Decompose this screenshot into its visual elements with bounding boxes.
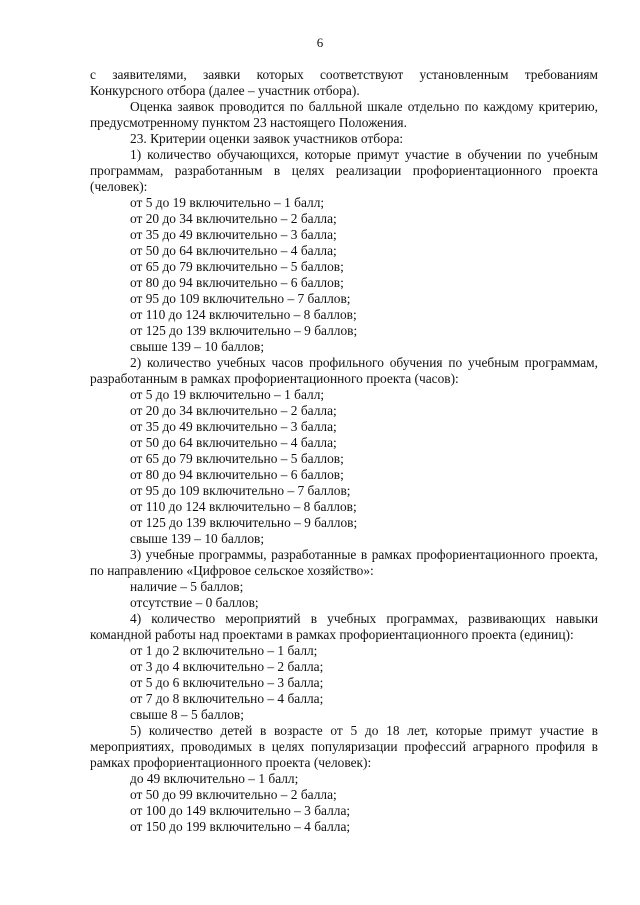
list-item: от 65 до 79 включительно – 5 баллов; xyxy=(130,259,344,274)
list-item: до 49 включительно – 1 балл; xyxy=(130,771,299,786)
list-item: свыше 8 – 5 баллов; xyxy=(130,707,244,722)
list-item: наличие – 5 баллов; xyxy=(130,579,244,594)
list-item: от 50 до 99 включительно – 2 балла; xyxy=(130,787,337,802)
list-item: от 95 до 109 включительно – 7 баллов; xyxy=(130,483,351,498)
list-item: от 3 до 4 включительно – 2 балла; xyxy=(130,659,324,674)
paragraph: 4) количество мероприятий в учебных программах, развивающих навыки командной работы над проектами в рамках профориентационного проекта (единиц): xyxy=(90,611,598,642)
page-number: 6 xyxy=(316,35,324,50)
list-item: от 110 до 124 включительно – 8 баллов; xyxy=(130,307,357,322)
list-item: от 125 до 139 включительно – 9 баллов; xyxy=(130,515,358,530)
list-item: от 100 до 149 включительно – 3 балла; xyxy=(130,803,351,818)
list-item: от 80 до 94 включительно – 6 баллов; xyxy=(130,467,344,482)
list-item: свыше 139 – 10 баллов; xyxy=(130,339,265,354)
list-item: 23. Критерии оценки заявок участников отбора: xyxy=(130,131,404,146)
paragraph: Оценка заявок проводится по балльной шкале отдельно по каждому критерию, предусмотренному пунктом 23 настоящего Положения. xyxy=(90,99,598,130)
list-item: от 20 до 34 включительно – 2 балла; xyxy=(130,403,337,418)
list-item: от 5 до 19 включительно – 1 балл; xyxy=(130,195,325,210)
list-item: свыше 139 – 10 баллов; xyxy=(130,531,265,546)
list-item: отсутствие – 0 баллов; xyxy=(130,595,259,610)
paragraph: 2) количество учебных часов профильного обучения по учебным программам, разработанным в рамках профориентационного проекта (часов): xyxy=(90,355,598,386)
list-item: от 5 до 19 включительно – 1 балл; xyxy=(130,387,325,402)
list-item: от 125 до 139 включительно – 9 баллов; xyxy=(130,323,358,338)
list-item: от 35 до 49 включительно – 3 балла; xyxy=(130,227,337,242)
paragraph: 1) количество обучающихся, которые примут участие в обучении по учебным программам, разработанным в целях реализации профориентационного проекта (человек): xyxy=(90,147,598,194)
list-item: от 50 до 64 включительно – 4 балла; xyxy=(130,243,337,258)
paragraph: с заявителями, заявки которых соответствуют установленным требованиям xyxy=(90,67,598,82)
list-item: от 65 до 79 включительно – 5 баллов; xyxy=(130,451,344,466)
list-item: от 50 до 64 включительно – 4 балла; xyxy=(130,435,337,450)
list-item: от 20 до 34 включительно – 2 балла; xyxy=(130,211,337,226)
list-item: от 7 до 8 включительно – 4 балла; xyxy=(130,691,324,706)
list-item: от 80 до 94 включительно – 6 баллов; xyxy=(130,275,344,290)
paragraph: 3) учебные программы, разработанные в рамках профориентационного проекта, по направлению «Цифровое сельское хозяйство»: xyxy=(90,547,598,578)
document-body xyxy=(90,67,598,835)
paragraph: Конкурсного отбора (далее – участник отбора). xyxy=(90,83,360,98)
list-item: от 110 до 124 включительно – 8 баллов; xyxy=(130,499,357,514)
list-item: от 35 до 49 включительно – 3 балла; xyxy=(130,419,337,434)
list-item: от 95 до 109 включительно – 7 баллов; xyxy=(130,291,351,306)
list-item: от 5 до 6 включительно – 3 балла; xyxy=(130,675,324,690)
list-item: от 150 до 199 включительно – 4 балла; xyxy=(130,819,351,834)
paragraph: 5) количество детей в возрасте от 5 до 18 лет, которые примут участие в мероприятиях, проводимых в целях популяризации профессий аграрного профиля в рамках профориентационного проекта (человек): xyxy=(90,723,598,770)
list-item: от 1 до 2 включительно – 1 балл; xyxy=(130,643,318,658)
